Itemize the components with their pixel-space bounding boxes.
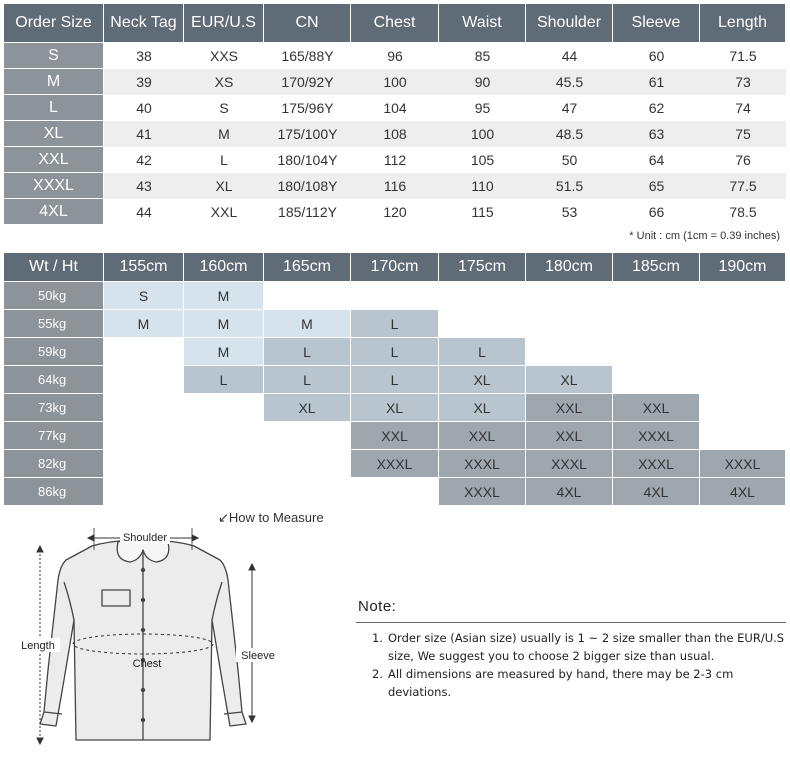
fit-weight-header: 82kg [4,450,103,477]
size-value-cell: 115 [439,199,526,225]
size-value-cell: 90 [439,69,526,95]
fit-weight-header: 50kg [4,282,103,309]
size-value-cell: M [184,121,264,147]
fit-size-cell: L [264,366,350,393]
sleeve-label: Sleeve [241,650,275,662]
size-value-cell: L [184,147,264,173]
size-value-cell: 76 [700,147,786,173]
size-value-cell: 71.5 [700,43,786,69]
fit-size-cell: XXL [526,422,612,449]
size-value-cell: 40 [104,95,184,121]
fit-height-header: 165cm [264,253,350,281]
size-row-header: L [4,95,103,120]
note-item [372,629,786,665]
fit-size-cell: XXL [439,422,525,449]
size-value-cell: 95 [439,95,526,121]
size-value-cell: 105 [439,147,526,173]
size-value-cell: 170/92Y [264,69,351,95]
how-to-measure-text: How to Measure [228,510,324,525]
fit-height-header: 160cm [184,253,263,281]
size-value-cell: 100 [351,69,439,95]
fit-size-cell: S [104,282,183,309]
size-value-cell: 116 [351,173,439,199]
size-value-cell: XXL [184,199,264,225]
size-value-cell: XL [184,173,264,199]
fit-size-cell: XXL [351,422,438,449]
size-value-cell: 175/96Y [264,95,351,121]
size-value-cell: 47 [526,95,613,121]
shirt-measure-diagram [4,520,304,756]
size-value-cell: 180/108Y [264,173,351,199]
fit-weight-header: 73kg [4,394,103,421]
fit-size-cell: L [264,338,350,365]
notes-list [372,629,786,701]
size-value-cell: XXS [184,43,264,69]
note-item [372,665,786,701]
size-value-cell: 73 [700,69,786,95]
size-value-cell: 165/88Y [264,43,351,69]
size-value-cell: 120 [351,199,439,225]
fit-size-cell: XL [351,394,438,421]
fit-size-cell: XXXL [351,450,438,477]
size-value-cell: S [184,95,264,121]
fit-size-cell: XXXL [526,450,612,477]
size-value-cell: 48.5 [526,121,613,147]
fit-weight-header: 64kg [4,366,103,393]
fit-size-cell: XXXL [613,450,699,477]
fit-size-cell: L [351,366,438,393]
size-value-cell: 62 [613,95,700,121]
fit-weight-header: 86kg [4,478,103,505]
fit-weight-header: 55kg [4,310,103,337]
fit-weight-header: 77kg [4,422,103,449]
fit-height-header: 180cm [526,253,612,281]
size-value-cell: 60 [613,43,700,69]
size-value-cell: XS [184,69,264,95]
size-value-cell: 44 [104,199,184,225]
size-value-cell: 51.5 [526,173,613,199]
size-value-cell: 96 [351,43,439,69]
size-value-cell: 100 [439,121,526,147]
size-row-header: S [4,43,103,68]
size-value-cell: 43 [104,173,184,199]
size-value-cell: 38 [104,43,184,69]
size-value-cell: 44 [526,43,613,69]
size-value-cell: 78.5 [700,199,786,225]
fit-size-cell: L [184,366,263,393]
size-value-cell: 75 [700,121,786,147]
note-number: 2. [372,667,383,681]
fit-size-cell: XXL [526,394,612,421]
size-value-cell: 50 [526,147,613,173]
size-value-cell: 185/112Y [264,199,351,225]
arrow-icon: ↙ [218,510,229,525]
fit-size-cell: XXL [613,394,699,421]
size-row-header: M [4,69,103,94]
fit-size-cell: M [264,310,350,337]
size-row-header: XXXL [4,173,103,198]
size-header-cell: Order Size [4,4,103,42]
size-value-cell: 61 [613,69,700,95]
note-text: All dimensions are measured by hand, there may be 2-3 cm deviations. [388,667,734,699]
size-header-cell: Neck Tag [104,4,183,42]
size-value-cell: 104 [351,95,439,121]
size-header-cell: Waist [439,4,525,42]
size-header-cell: Chest [351,4,438,42]
size-value-cell: 66 [613,199,700,225]
fit-size-cell: M [184,338,263,365]
fit-size-cell: L [439,338,525,365]
note-text: Order size (Asian size) usually is 1 ~ 2 size smaller than the EUR/U.S size, We suggest you to choose 2 bigger size than usual. [388,631,785,663]
fit-size-cell: 4XL [526,478,612,505]
size-value-cell: 64 [613,147,700,173]
fit-size-cell: XXXL [700,450,785,477]
fit-size-cell: XL [526,366,612,393]
fit-size-cell: 4XL [613,478,699,505]
size-row-header: 4XL [4,199,103,224]
size-value-cell: 85 [439,43,526,69]
size-row-header: XL [4,121,103,146]
fit-size-cell: M [184,282,263,309]
size-value-cell: 77.5 [700,173,786,199]
fit-size-cell: XXXL [613,422,699,449]
fit-size-cell: L [351,338,438,365]
size-value-cell: 74 [700,95,786,121]
size-value-cell: 45.5 [526,69,613,95]
size-header-cell: EUR/U.S [184,4,263,42]
size-value-cell: 180/104Y [264,147,351,173]
size-value-cell: 41 [104,121,184,147]
fit-size-cell: XL [264,394,350,421]
size-value-cell: 175/100Y [264,121,351,147]
fit-corner-header: Wt / Ht [4,253,103,281]
size-value-cell: 110 [439,173,526,199]
fit-size-cell: M [104,310,183,337]
size-header-cell: Shoulder [526,4,612,42]
note-divider [356,622,786,623]
fit-size-cell: M [184,310,263,337]
fit-size-cell: XL [439,394,525,421]
size-header-cell: CN [264,4,350,42]
fit-size-cell: XL [439,366,525,393]
fit-height-header: 175cm [439,253,525,281]
size-value-cell: 65 [613,173,700,199]
size-row-header: XXL [4,147,103,172]
size-header-cell: Sleeve [613,4,699,42]
fit-height-header: 185cm [613,253,699,281]
size-value-cell: 63 [613,121,700,147]
note-title: Note: [358,598,397,615]
fit-height-header: 155cm [104,253,183,281]
size-header-cell: Length [700,4,785,42]
fit-size-cell: XXXL [439,450,525,477]
size-value-cell: 53 [526,199,613,225]
chest-label: Chest [132,658,162,670]
length-label: Length [21,640,55,652]
note-number: 1. [372,631,383,645]
fit-size-cell: XXXL [439,478,525,505]
fit-height-header: 190cm [700,253,785,281]
size-value-cell: 39 [104,69,184,95]
shoulder-label: Shoulder [122,532,168,544]
size-value-cell: 108 [351,121,439,147]
fit-size-cell: 4XL [700,478,785,505]
fit-height-header: 170cm [351,253,438,281]
size-value-cell: 42 [104,147,184,173]
unit-note: * Unit : cm (1cm = 0.39 inches) [629,230,780,242]
fit-size-cell: L [351,310,438,337]
size-value-cell: 112 [351,147,439,173]
fit-weight-header: 59kg [4,338,103,365]
